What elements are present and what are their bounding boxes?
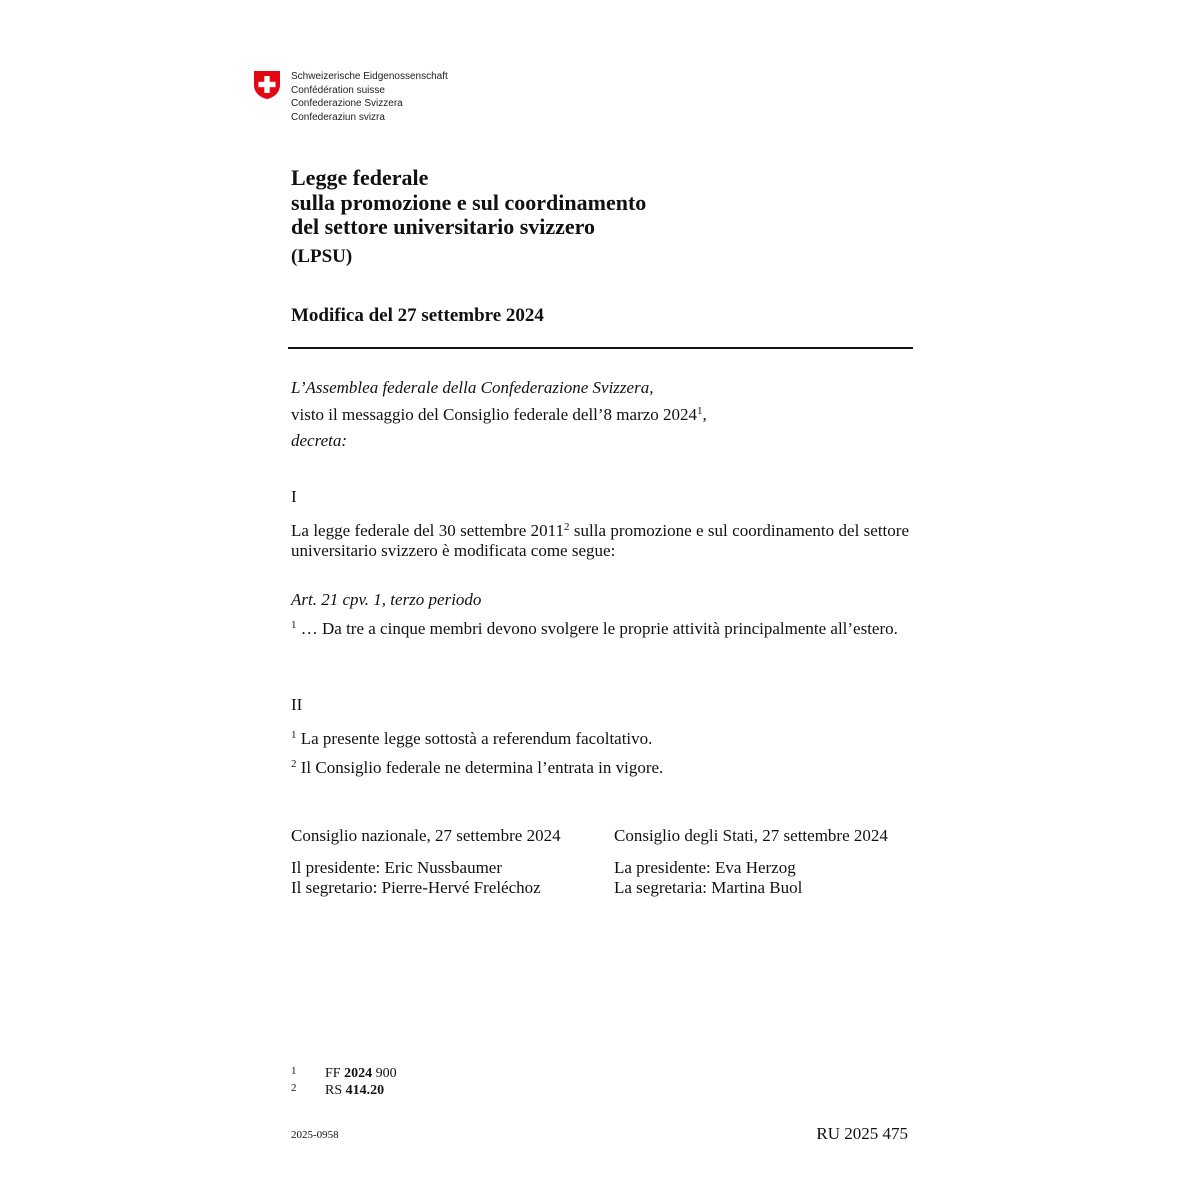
signature-secretary-left: Il segretario: Pierre-Hervé Freléchoz — [291, 878, 541, 897]
authority-line-de: Schweizerische Eidgenossenschaft — [291, 71, 448, 82]
paragraph-number: 1 — [291, 619, 297, 631]
signature-president-right: La presidente: Eva Herzog — [614, 858, 796, 877]
intro-text: La legge federale del 30 settembre 2011 — [291, 521, 565, 540]
document-number: 2025-0958 — [291, 1129, 339, 1141]
preamble-assembly: L’Assemblea federale della Confederazione Svizzera, — [291, 378, 654, 397]
title-line: del settore universitario svizzero — [291, 214, 596, 239]
section-1-intro — [291, 521, 909, 561]
paragraph-number: 1 — [291, 729, 297, 741]
preamble-decree: decreta: — [291, 431, 348, 450]
title-divider — [288, 347, 913, 349]
title-line: sulla promozione e sul coordinamento — [291, 189, 647, 215]
footnote-bold: 414.20 — [345, 1083, 385, 1098]
footnote-prefix: RS — [325, 1083, 346, 1098]
amendment-date: Modifica del 27 settembre 2024 — [291, 305, 544, 326]
law-abbreviation: (LPSU) — [291, 246, 353, 267]
provision-text: Il Consiglio federale ne determina l’entrata in vigore. — [296, 758, 664, 777]
paragraph-text: … Da tre a cinque membri devono svolgere le proprie attività principalmente all’estero. — [296, 619, 898, 638]
footnote-ref: 2 — [564, 521, 570, 533]
message-text: visto il messaggio del Consiglio federale dell’8 marzo 2024 — [291, 405, 698, 424]
signature-council-right: Consiglio degli Stati, 27 settembre 2024 — [614, 826, 888, 845]
swiss-cross-icon — [253, 70, 281, 100]
article-heading: Art. 21 cpv. 1, terzo periodo — [291, 590, 482, 609]
footnote-bold: 2024 — [344, 1066, 373, 1081]
section-numeral-2: II — [291, 695, 303, 714]
footnote-prefix: FF — [325, 1066, 345, 1081]
footnote-number: 2 — [291, 1082, 297, 1094]
message-end: , — [702, 405, 707, 424]
title-line: Legge federale — [291, 165, 429, 190]
signature-president-left: Il presidente: Eric Nussbaumer — [291, 858, 503, 877]
authority-line-it: Confederazione Svizzera — [291, 98, 403, 110]
footnote-suffix: 900 — [372, 1066, 397, 1081]
signature-council-left: Consiglio nazionale, 27 settembre 2024 — [291, 826, 561, 845]
intro-text-end: sulla promozione e sul coordinamento del settore universitario svizzero è modificata come segue: — [291, 521, 909, 560]
authority-line-rm: Confederaziun svizra — [291, 111, 385, 123]
federal-authority-names — [291, 70, 448, 124]
footnote-2 — [291, 1080, 384, 1099]
footnote-number: 1 — [291, 1065, 297, 1077]
final-provision-2 — [291, 758, 663, 778]
official-compilation-ref: RU 2025 475 — [816, 1124, 908, 1143]
preamble-message — [291, 405, 707, 425]
footnote-ref: 1 — [697, 405, 703, 417]
paragraph-number: 2 — [291, 758, 297, 770]
signature-secretary-right: La segretaria: Martina Buol — [614, 878, 803, 897]
authority-line-fr: Confédération suisse — [291, 84, 385, 96]
article-paragraph — [291, 619, 909, 639]
final-provision-1 — [291, 729, 652, 749]
section-numeral-1: I — [291, 487, 297, 506]
law-title — [291, 166, 646, 240]
provision-text: La presente legge sottostà a referendum facoltativo. — [296, 729, 653, 748]
